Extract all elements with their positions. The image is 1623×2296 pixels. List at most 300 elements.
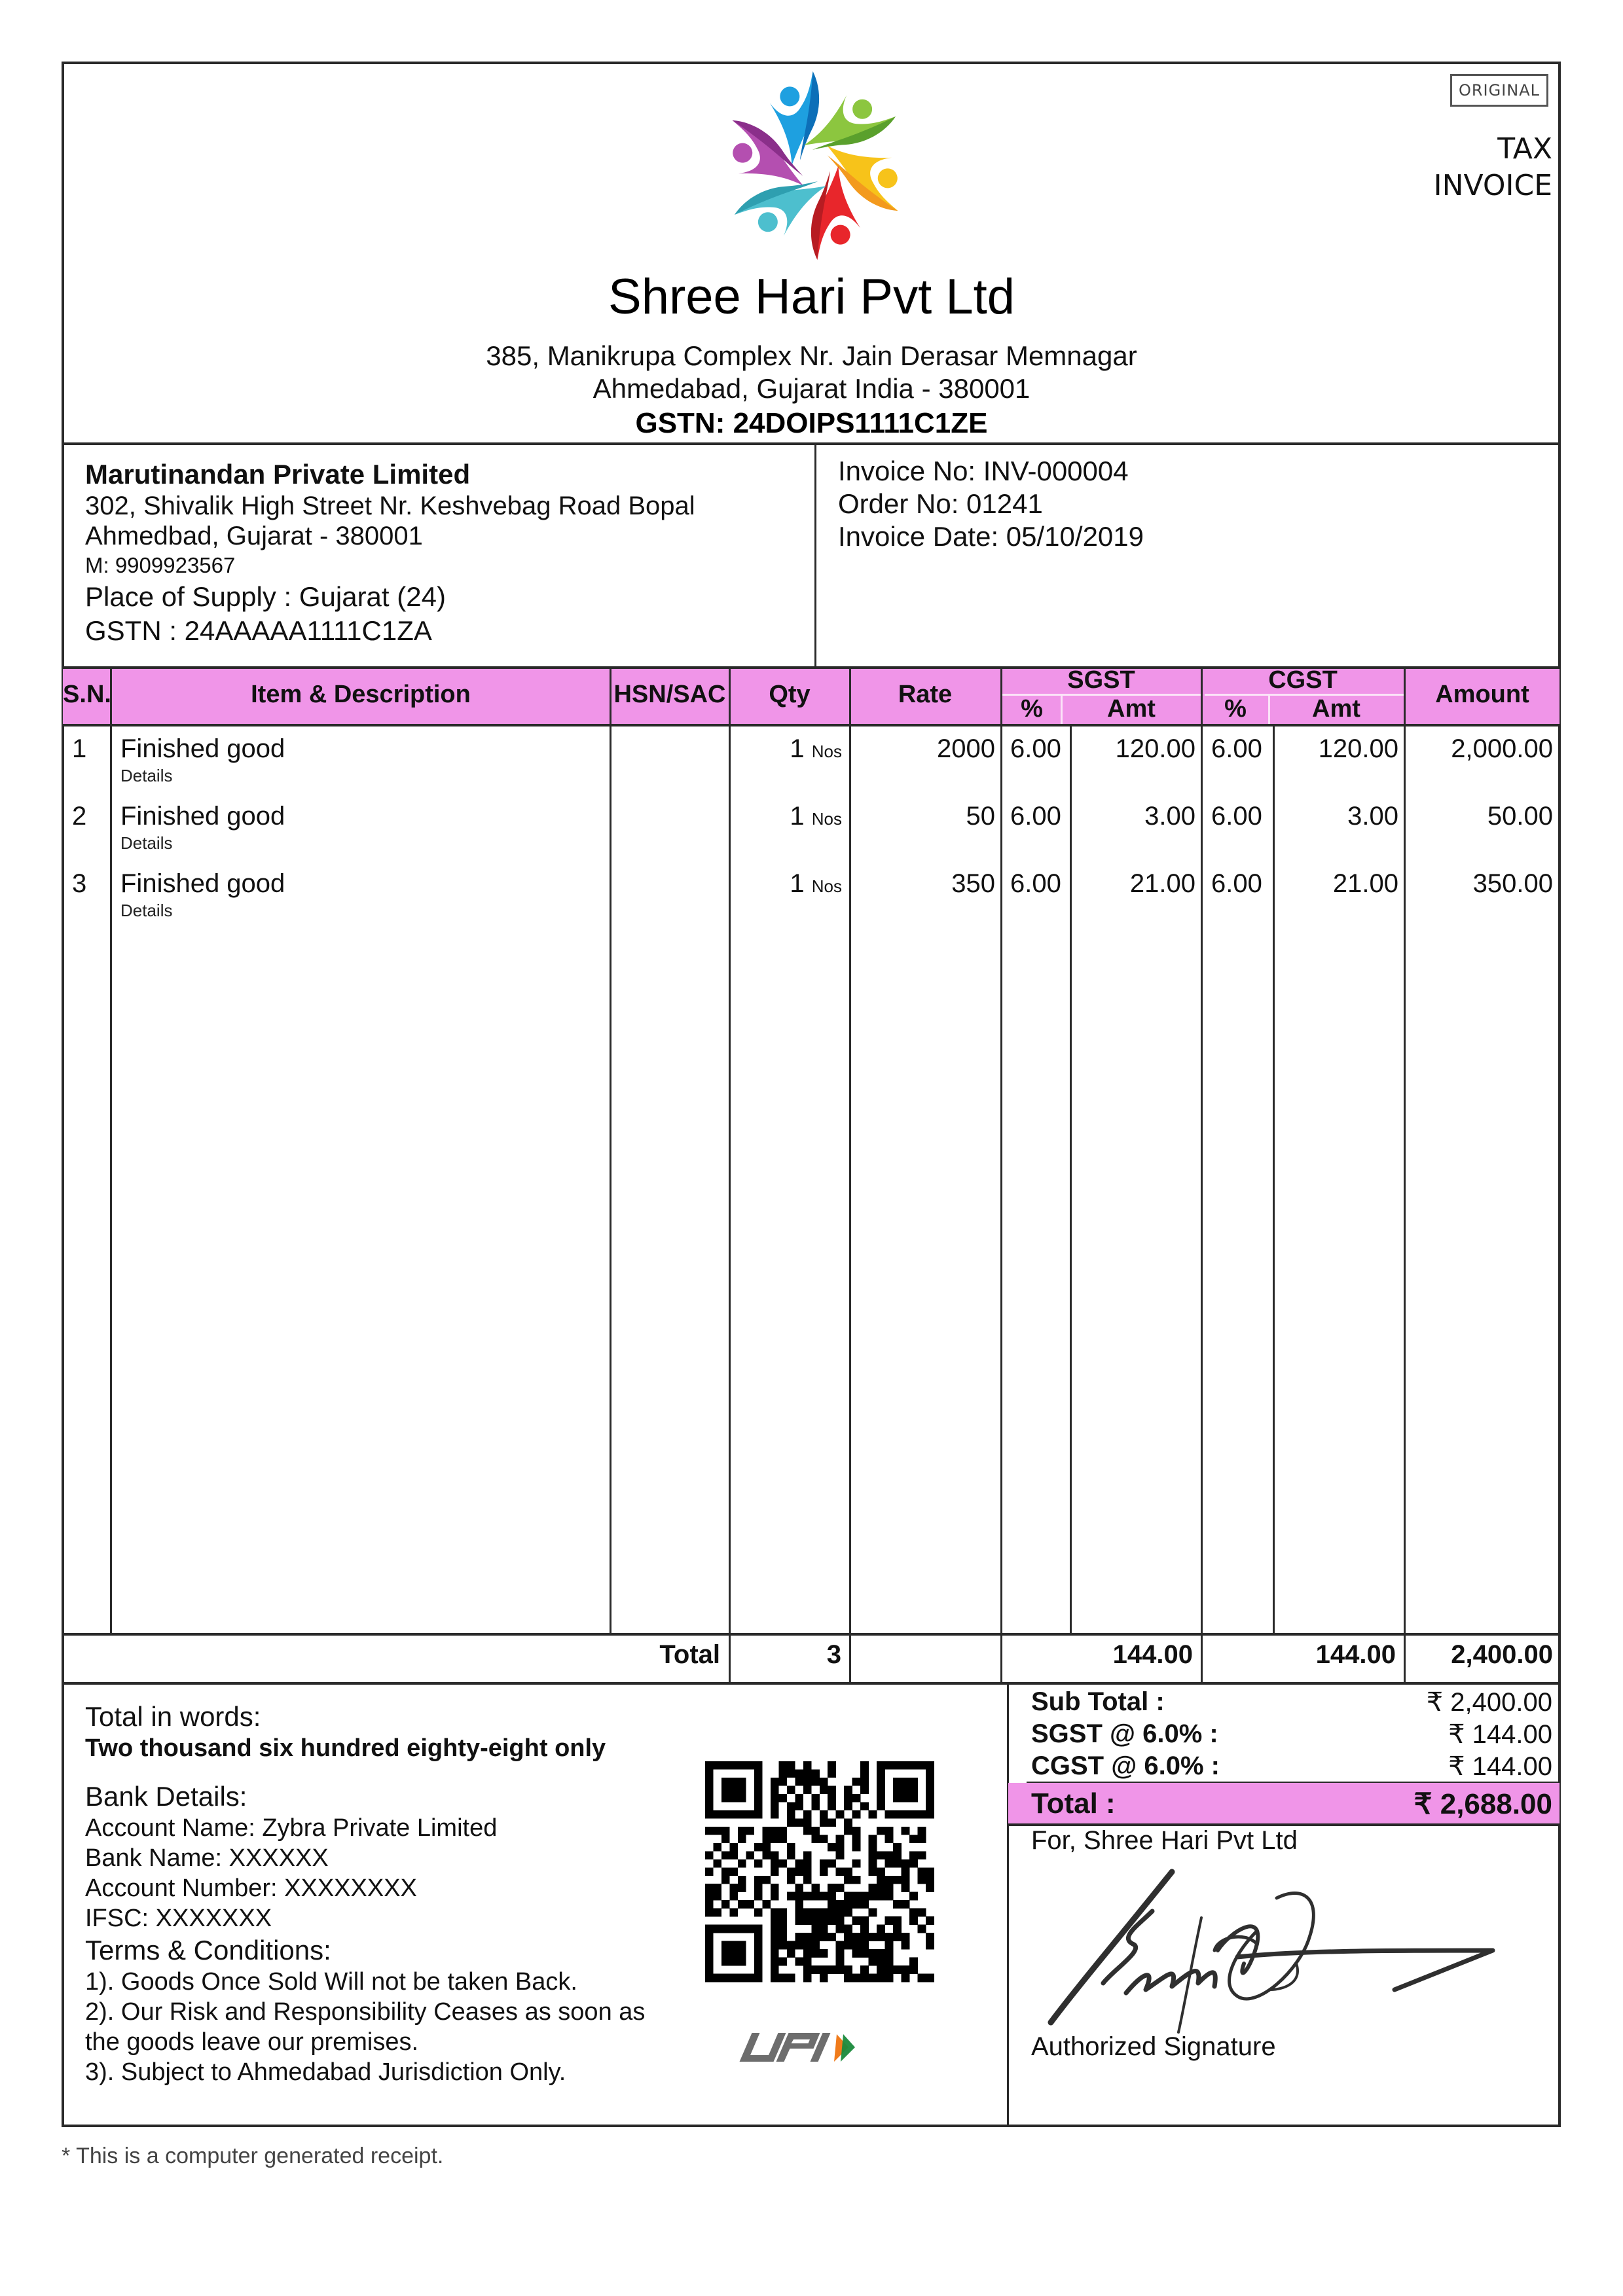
qr-module: [885, 1965, 894, 1974]
row-item-details: Details: [120, 833, 173, 853]
qr-module: [836, 1925, 845, 1933]
qr-module: [893, 1916, 902, 1925]
subtotal-label: Sub Total :: [1031, 1687, 1165, 1716]
qr-module: [877, 1884, 885, 1892]
qr-module: [787, 1876, 795, 1884]
company-logo: [723, 71, 907, 260]
row-item-details: Details: [120, 901, 173, 920]
qr-module: [820, 1965, 828, 1974]
bank-account-number: Account Number: XXXXXXXX: [85, 1874, 417, 1902]
qr-module: [803, 1778, 812, 1786]
qr-module: [828, 1859, 836, 1868]
qr-module: [705, 1884, 714, 1892]
qr-module: [893, 1859, 902, 1868]
row-item-details: Details: [120, 766, 173, 785]
row-qty-unit: Nos: [811, 876, 842, 896]
qr-module: [909, 1778, 918, 1786]
qr-module: [795, 1802, 803, 1810]
qr-module: [705, 1769, 714, 1778]
qr-module: [885, 1884, 894, 1892]
qr-module: [778, 1974, 787, 1982]
qr-module: [918, 1761, 926, 1770]
totals-label: Total: [659, 1640, 720, 1669]
qr-module: [705, 1761, 714, 1770]
qr-module: [787, 1785, 795, 1794]
qr-module: [754, 1974, 763, 1982]
qr-module: [754, 1876, 763, 1884]
qr-module: [836, 1867, 845, 1876]
qr-module: [754, 1949, 763, 1958]
qr-module: [771, 1778, 779, 1786]
qr-module: [803, 1949, 812, 1958]
qr-module: [746, 1827, 754, 1835]
terms-item-3: 3). Subject to Ahmedabad Jurisdiction Only.: [85, 2058, 566, 2086]
qr-module: [721, 1949, 730, 1958]
qr-module: [729, 1941, 738, 1950]
qr-module: [729, 1810, 738, 1819]
qr-module: [762, 1827, 771, 1835]
qr-module: [738, 1761, 746, 1770]
qr-module: [820, 1949, 828, 1958]
qr-module: [778, 1958, 787, 1966]
qr-module: [902, 1867, 910, 1876]
qr-module: [729, 1761, 738, 1770]
qr-module: [771, 1884, 779, 1892]
qr-module: [771, 1949, 779, 1958]
qr-module: [820, 1859, 828, 1868]
qr-module: [909, 1965, 918, 1974]
qr-module: [705, 1909, 714, 1917]
total-in-words-label: Total in words:: [85, 1701, 261, 1732]
qr-module: [811, 1884, 820, 1892]
qr-module: [778, 1925, 787, 1933]
qr-module: [746, 1974, 754, 1982]
qr-module: [771, 1802, 779, 1810]
qr-module: [852, 1827, 861, 1835]
qr-module: [754, 1785, 763, 1794]
terms-item-1: 1). Goods Once Sold Will not be taken Back.: [85, 1968, 577, 1996]
qr-module: [787, 1843, 795, 1852]
qr-module: [820, 1892, 828, 1901]
qr-module: [795, 1933, 803, 1941]
qr-module: [746, 1810, 754, 1819]
qr-module: [869, 1892, 877, 1901]
qr-module: [860, 1965, 869, 1974]
qr-module: [909, 1851, 918, 1859]
qr-module: [893, 1778, 902, 1786]
qr-module: [820, 1818, 828, 1827]
terms-item-2: 2). Our Risk and Responsibility Ceases as soon as: [85, 1998, 646, 2026]
qr-module: [795, 1778, 803, 1786]
qr-module: [844, 1794, 852, 1803]
qr-module: [836, 1916, 845, 1925]
qr-module: [738, 1827, 746, 1835]
qr-module: [754, 1761, 763, 1770]
qr-module: [820, 1933, 828, 1941]
qr-module: [820, 1785, 828, 1794]
qr-module: [787, 1974, 795, 1982]
qr-module: [869, 1909, 877, 1917]
qr-module: [705, 1794, 714, 1803]
qr-module: [852, 1949, 861, 1958]
row-cgst-amt: 21.00: [1332, 869, 1398, 898]
qr-module: [869, 1859, 877, 1868]
sgst-summary-value: ₹ 144.00: [1448, 1720, 1552, 1749]
qr-module: [877, 1958, 885, 1966]
qr-module: [705, 1778, 714, 1786]
qr-module: [926, 1802, 934, 1810]
seller-gstn: GSTN: 24DOIPS1111C1ZE: [635, 407, 988, 439]
col-header-amount: Amount: [1435, 681, 1529, 708]
qr-module: [762, 1900, 771, 1909]
qr-module: [828, 1843, 836, 1852]
row-sgst-amt: 21.00: [1129, 869, 1195, 898]
qr-module: [902, 1778, 910, 1786]
qr-module: [877, 1802, 885, 1810]
row-qty-value: 1: [790, 869, 805, 898]
qr-module: [852, 1974, 861, 1982]
qr-module: [795, 1867, 803, 1876]
qr-module: [828, 1802, 836, 1810]
qr-module: [803, 1892, 812, 1901]
qr-module: [902, 1827, 910, 1835]
qr-module: [795, 1818, 803, 1827]
header-divider: [63, 442, 1559, 445]
qr-module: [778, 1835, 787, 1843]
qr-module: [860, 1900, 869, 1909]
qr-module: [713, 1843, 721, 1852]
buyer-gstn: GSTN : 24AAAAA1111C1ZA: [85, 615, 432, 646]
qr-module: [852, 1892, 861, 1901]
qr-module: [787, 1810, 795, 1819]
qr-module: [852, 1941, 861, 1950]
qr-module: [828, 1892, 836, 1901]
qr-module: [820, 1925, 828, 1933]
buyer-block: [85, 458, 695, 648]
qr-module: [771, 1859, 779, 1868]
qr-module: [721, 1958, 730, 1966]
row-sgst-amt: 3.00: [1144, 802, 1195, 831]
qr-module: [844, 1876, 852, 1884]
qr-module: [738, 1778, 746, 1786]
qr-module: [828, 1916, 836, 1925]
qr-module: [811, 1949, 820, 1958]
row-qty: [731, 802, 842, 831]
row-amount: 2,000.00: [1451, 734, 1553, 763]
qr-module: [771, 1974, 779, 1982]
qr-module: [893, 1851, 902, 1859]
invoice-meta-block: [838, 455, 1144, 553]
row-cgst-pct: 6.00: [1211, 802, 1262, 831]
row-cgst-pct: 6.00: [1211, 734, 1262, 763]
qr-module: [860, 1761, 869, 1770]
qr-module: [754, 1892, 763, 1901]
subtotal-value: ₹ 2,400.00: [1426, 1688, 1552, 1717]
qr-module: [778, 1859, 787, 1868]
qr-module: [860, 1974, 869, 1982]
qr-module: [754, 1958, 763, 1966]
qr-module: [729, 1867, 738, 1876]
qr-module: [746, 1900, 754, 1909]
col-header-sgst-amt: Amt: [1107, 695, 1156, 723]
qr-module: [902, 1794, 910, 1803]
qr-module: [811, 1925, 820, 1933]
qr-module: [803, 1916, 812, 1925]
qr-module: [844, 1900, 852, 1909]
bank-details-label: Bank Details:: [85, 1781, 247, 1812]
qr-module: [836, 1835, 845, 1843]
terms-label: Terms & Conditions:: [85, 1935, 331, 1965]
qr-module: [828, 1818, 836, 1827]
qr-module: [852, 1900, 861, 1909]
qr-module: [828, 1769, 836, 1778]
col-divider-sn: [110, 666, 112, 1635]
qr-module: [844, 1974, 852, 1982]
qr-module: [844, 1802, 852, 1810]
qr-module: [754, 1810, 763, 1819]
qr-module: [754, 1941, 763, 1950]
qr-module: [860, 1949, 869, 1958]
seller-address-line2: Ahmedabad, Gujarat India - 380001: [593, 373, 1030, 404]
qr-module: [778, 1909, 787, 1917]
qr-module: [877, 1794, 885, 1803]
seller-address-line1: 385, Manikrupa Complex Nr. Jain Derasar Memnagar: [486, 340, 1137, 371]
qr-module: [877, 1974, 885, 1982]
qr-module: [885, 1949, 894, 1958]
qr-module: [902, 1859, 910, 1868]
qr-module: [705, 1851, 714, 1859]
qr-module: [909, 1785, 918, 1794]
qr-module: [803, 1810, 812, 1819]
qr-module: [721, 1925, 730, 1933]
col-divider-cgst: [1404, 666, 1406, 1685]
qr-module: [836, 1843, 845, 1852]
qr-module: [754, 1802, 763, 1810]
row-rate: 50: [966, 802, 995, 831]
qr-module: [902, 1900, 910, 1909]
row-rate: 350: [951, 869, 995, 898]
qr-module: [811, 1941, 820, 1950]
qr-module: [885, 1892, 894, 1901]
qr-module: [811, 1769, 820, 1778]
qr-module: [852, 1835, 861, 1843]
qr-module: [771, 1827, 779, 1835]
row-rate: 2000: [937, 734, 995, 763]
qr-module: [844, 1909, 852, 1917]
qr-module: [918, 1851, 926, 1859]
qr-module: [893, 1876, 902, 1884]
upi-qr-code: [705, 1761, 942, 1998]
total-in-words-value: Two thousand six hundred eighty-eight only: [85, 1734, 606, 1762]
qr-module: [918, 1974, 926, 1982]
totals-sgst-amt: 144.00: [1112, 1640, 1193, 1669]
qr-module: [787, 1761, 795, 1770]
qr-module: [885, 1876, 894, 1884]
qr-module: [828, 1900, 836, 1909]
qr-module: [778, 1794, 787, 1803]
seller-name: Shree Hari Pvt Ltd: [608, 269, 1015, 325]
qr-module: [844, 1925, 852, 1933]
col-header-hsn: HSN/SAC: [613, 681, 726, 708]
qr-module: [738, 1810, 746, 1819]
qr-module: [746, 1851, 754, 1859]
qr-module: [902, 1933, 910, 1941]
grand-total-value: ₹ 2,688.00: [1413, 1788, 1552, 1820]
qr-module: [754, 1884, 763, 1892]
qr-module: [803, 1818, 812, 1827]
qr-module: [811, 1827, 820, 1835]
qr-module: [926, 1785, 934, 1794]
qr-module: [721, 1827, 730, 1835]
qr-module: [844, 1933, 852, 1941]
qr-module: [713, 1925, 721, 1933]
qr-module: [909, 1909, 918, 1917]
qr-module: [885, 1835, 894, 1843]
copy-label-badge: ORIGINAL: [1450, 74, 1548, 107]
qr-module: [803, 1867, 812, 1876]
qr-module: [771, 1867, 779, 1876]
qr-module: [795, 1794, 803, 1803]
qr-module: [844, 1827, 852, 1835]
qr-module: [713, 1884, 721, 1892]
qr-module: [909, 1794, 918, 1803]
qr-module: [729, 1851, 738, 1859]
row-item-name: Finished good: [120, 869, 285, 898]
authorized-signature-image: [1021, 1859, 1558, 2042]
qr-module: [926, 1794, 934, 1803]
col-divider-sgst-pct: [1070, 725, 1072, 1635]
qr-module: [803, 1965, 812, 1974]
bottom-section-divider: [1007, 1683, 1009, 2126]
order-number: Order No: 01241: [838, 488, 1043, 519]
col-header-rate: Rate: [898, 681, 953, 708]
qr-module: [771, 1892, 779, 1901]
qr-module: [721, 1876, 730, 1884]
qr-module: [820, 1778, 828, 1786]
buyer-name: Marutinandan Private Limited: [85, 459, 471, 490]
qr-module: [721, 1778, 730, 1786]
qr-module: [729, 1892, 738, 1901]
qr-module: [918, 1810, 926, 1819]
qr-module: [885, 1958, 894, 1966]
qr-module: [869, 1949, 877, 1958]
qr-module: [754, 1769, 763, 1778]
qr-module: [705, 1802, 714, 1810]
qr-module: [754, 1794, 763, 1803]
row-cgst-amt: 120.00: [1318, 734, 1398, 763]
bank-ifsc: IFSC: XXXXXXX: [85, 1905, 272, 1932]
qr-module: [820, 1835, 828, 1843]
qr-module: [836, 1958, 845, 1966]
qr-module: [820, 1974, 828, 1982]
buyer-address-line1: 302, Shivalik High Street Nr. Keshvebag Road Bopal: [85, 492, 695, 520]
qr-module: [721, 1761, 730, 1770]
qr-module: [713, 1909, 721, 1917]
col-header-cgst-pct: %: [1224, 695, 1247, 723]
bank-name: Bank Name: XXXXXX: [85, 1844, 329, 1872]
cgst-summary-label: CGST @ 6.0% :: [1031, 1751, 1220, 1780]
qr-module: [893, 1843, 902, 1852]
qr-module: [877, 1778, 885, 1786]
qr-module: [729, 1925, 738, 1933]
qr-module: [713, 1892, 721, 1901]
qr-module: [844, 1892, 852, 1901]
qr-module: [787, 1851, 795, 1859]
qr-module: [738, 1941, 746, 1950]
total-in-words-block: [85, 1700, 606, 1763]
qr-module: [877, 1949, 885, 1958]
qr-module: [844, 1785, 852, 1794]
qr-module: [803, 1827, 812, 1835]
col-header-item: Item & Description: [251, 681, 471, 708]
qr-module: [909, 1835, 918, 1843]
qr-module: [885, 1827, 894, 1835]
qr-module: [778, 1778, 787, 1786]
col-header-sn: S.N.: [63, 681, 111, 708]
qr-module: [820, 1867, 828, 1876]
qr-module: [877, 1785, 885, 1794]
qr-module: [778, 1761, 787, 1770]
qr-module: [705, 1892, 714, 1901]
qr-module: [820, 1810, 828, 1819]
qr-module: [893, 1925, 902, 1933]
qr-module: [909, 1916, 918, 1925]
qr-module: [877, 1965, 885, 1974]
document-type-line2: INVOICE: [1433, 169, 1552, 202]
row-sn: 1: [72, 734, 87, 763]
qr-module: [738, 1785, 746, 1794]
qr-module: [860, 1892, 869, 1901]
row-sgst-pct: 6.00: [1010, 869, 1061, 898]
row-qty: [731, 869, 842, 899]
qr-module: [771, 1909, 779, 1917]
col-header-cgst: CGST: [1268, 666, 1338, 694]
qr-module: [909, 1859, 918, 1868]
qr-module: [754, 1859, 763, 1868]
qr-module: [738, 1884, 746, 1892]
qr-module: [926, 1884, 934, 1892]
qr-module: [860, 1802, 869, 1810]
qr-module: [860, 1925, 869, 1933]
qr-module: [836, 1965, 845, 1974]
col-divider-cgst-pct: [1273, 725, 1275, 1635]
row-sn: 3: [72, 869, 87, 898]
qr-module: [729, 1785, 738, 1794]
qr-module: [869, 1933, 877, 1941]
qr-module: [738, 1876, 746, 1884]
totals-qty: 3: [826, 1640, 841, 1669]
qr-module: [721, 1785, 730, 1794]
qr-module: [877, 1925, 885, 1933]
qr-module: [738, 1794, 746, 1803]
qr-module: [771, 1835, 779, 1843]
qr-module: [721, 1794, 730, 1803]
row-qty-value: 1: [790, 802, 805, 831]
qr-module: [860, 1941, 869, 1950]
qr-module: [762, 1835, 771, 1843]
qr-module: [803, 1769, 812, 1778]
qr-module: [828, 1965, 836, 1974]
computer-generated-note: * This is a computer generated receipt.: [62, 2144, 444, 2168]
row-sgst-pct: 6.00: [1010, 802, 1061, 831]
qr-module: [926, 1810, 934, 1819]
qr-module: [844, 1818, 852, 1827]
qr-module: [869, 1974, 877, 1982]
qr-module: [705, 1827, 714, 1835]
qr-module: [778, 1769, 787, 1778]
qr-module: [828, 1794, 836, 1803]
qr-module: [926, 1867, 934, 1876]
